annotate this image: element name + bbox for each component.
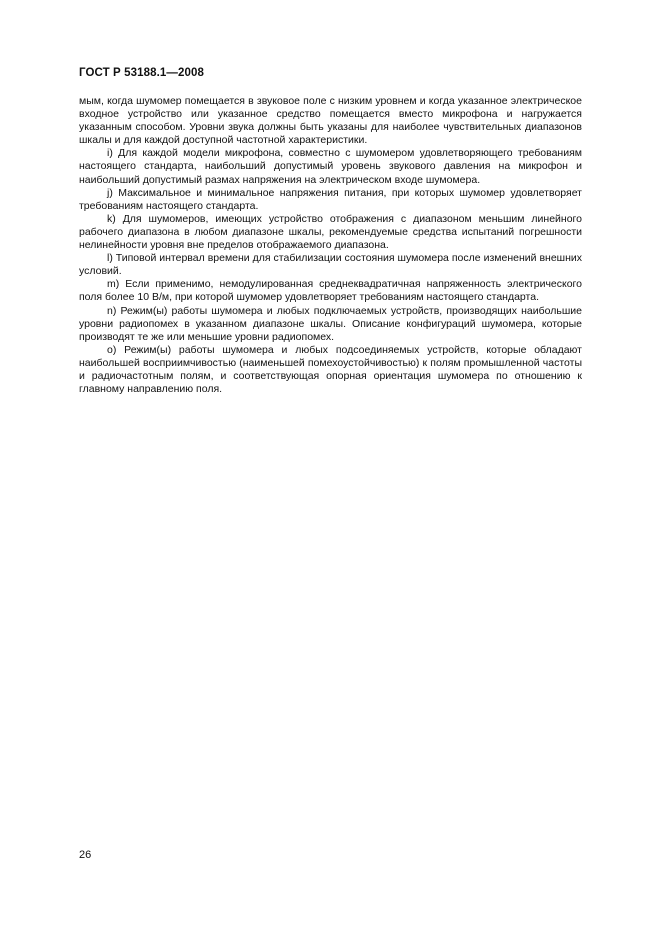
paragraph-item-k: k) Для шумомеров, имеющих устройство отображения с диапазоном меньшим линейного рабочего диапазона в любом диапазоне шкалы, рекомендуемые средства испытаний погрешности нелинейности уровня вне пределов отображаемого диапазона.	[79, 212, 582, 252]
paragraph-item-l: l) Типовой интервал времени для стабилизации состояния шумомера после изменений внешних условий.	[79, 252, 582, 278]
paragraph-item-i: i) Для каждой модели микрофона, совместно с шумомером удовлетворяющего требованиям настоящего стандарта, наибольший допустимый уровень звукового давления на микрофон и наибольший допустимый размах напряжения на электрическом входе шумомера.	[79, 147, 582, 186]
paragraph-item-o: o) Режим(ы) работы шумомера и любых подсоединяемых устройств, которые обладают наибольшей восприимчивостью (наименьшей помехоустойчивостью) к полям промышленной частоты и радиочастотным полям, и соответствующая опорная ориентация шумомера по отношению к главному направлению поля.	[79, 343, 582, 396]
paragraph-item-j: j) Максимальное и минимальное напряжения питания, при которых шумомер удовлетворяет требованиям настоящего стандарта.	[79, 186, 582, 212]
document-header: ГОСТ Р 53188.1—2008	[79, 67, 204, 79]
document-body	[79, 95, 582, 396]
paragraph-continuation: мым, когда шумомер помещается в звуковое поле с низким уровнем и когда указанное электрическое входное устройство или указанное средство помещается вместо микрофона и нагружается указанным способом. Уровни звука должны быть указаны для наиболее чувствительных диапазонов шкалы и для каждой доступной частотной характеристики.	[79, 95, 582, 147]
paragraph-item-m: m) Если применимо, немодулированная среднеквадратичная напряженность электрического поля более 10 В/м, при которой шумомер удовлетворяет требованиям настоящего стандарта.	[79, 278, 582, 304]
paragraph-item-n: n) Режим(ы) работы шумомера и любых подключаемых устройств, производящих наибольшие уровни радиопомех в указанном диапазоне шкалы. Описание конфигураций шумомера, которые производят те же или меньшие уровни радиопомех.	[79, 304, 582, 343]
page-number: 26	[79, 849, 92, 861]
